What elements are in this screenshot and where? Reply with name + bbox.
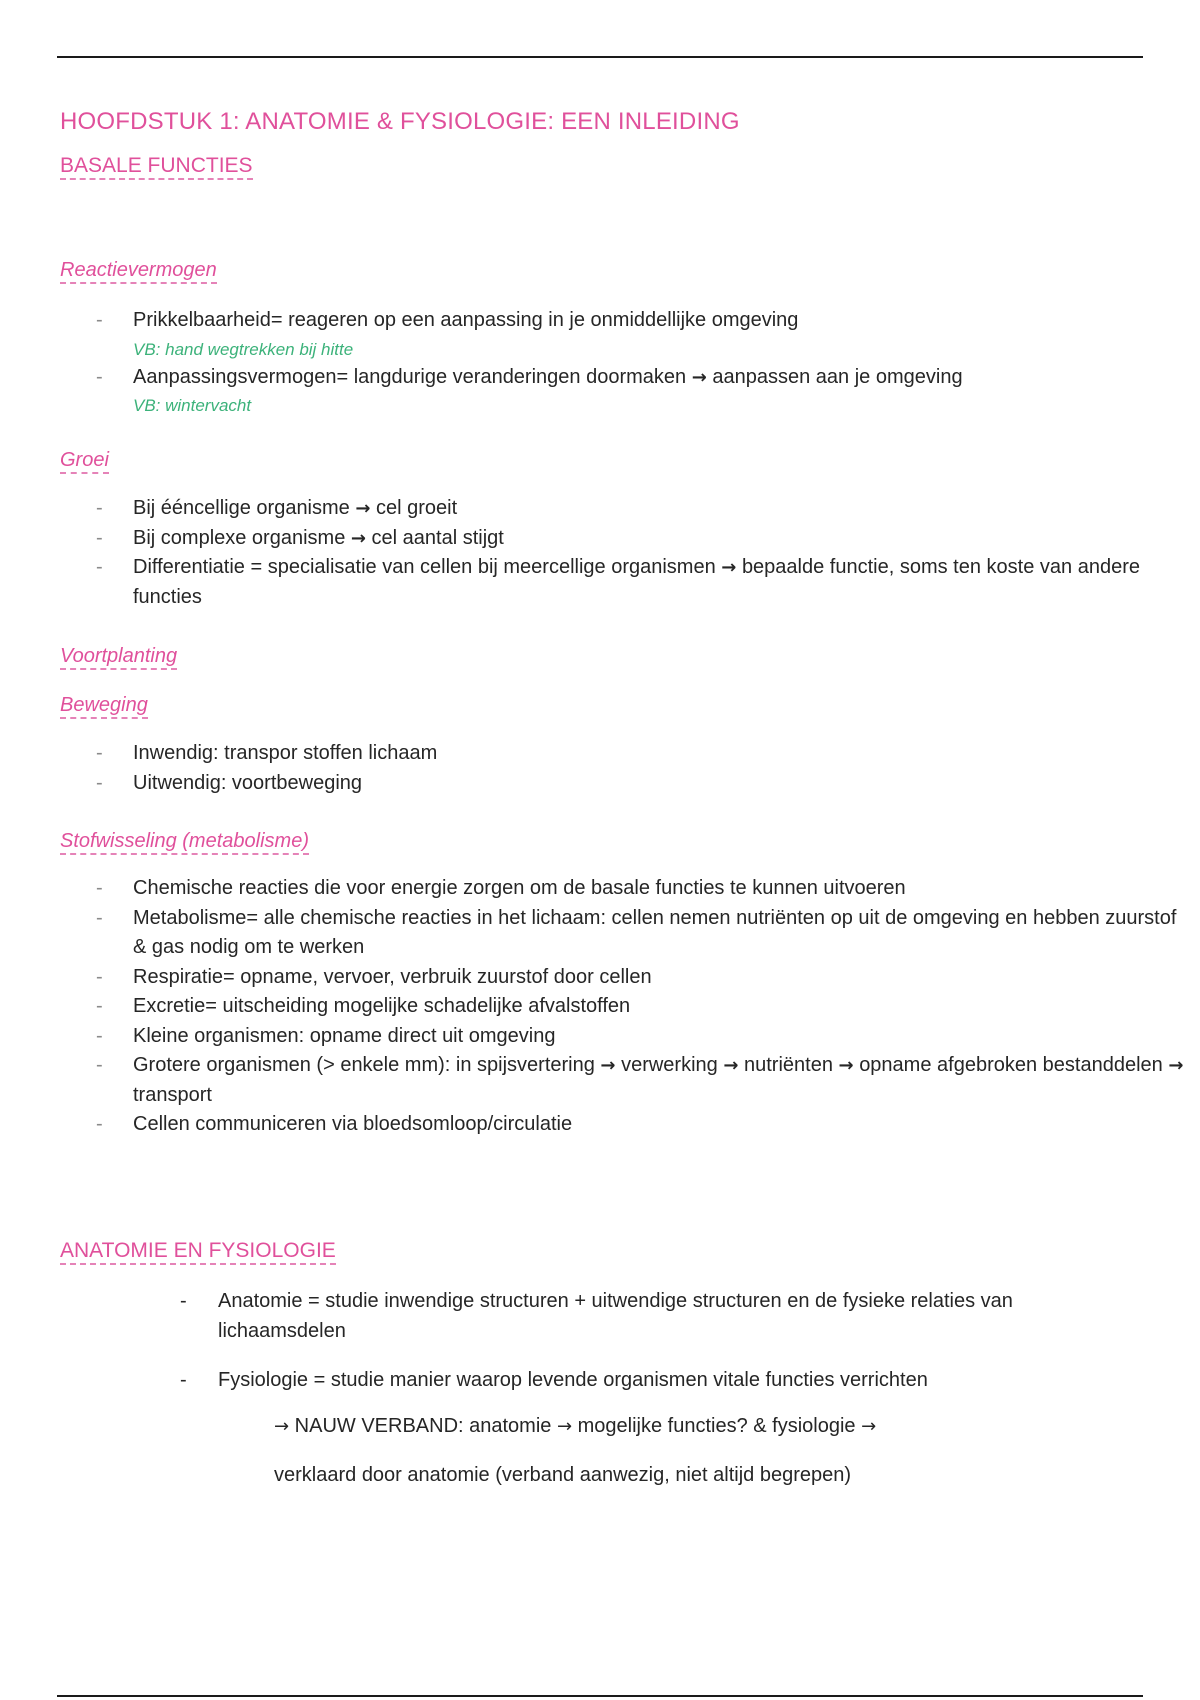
section-title-text: ANATOMIE EN FYSIOLOGIE [60,1239,336,1265]
list-item-text: Respiratie= opname, vervoer, verbruik zuurstof door cellen [133,965,652,988]
list-item-text: Bij complexe organisme [133,526,346,549]
bullet-dash: - [96,965,103,988]
list-item-text: nutriënten [744,1054,833,1076]
subsection-title-text: Groei [60,449,109,474]
beweging-list [96,739,1186,798]
bullet-dash: - [96,995,103,1017]
list-item-text: Kleine organismen: opname direct uit omgeving [133,1024,556,1047]
list-item [96,524,1186,554]
anatomie-fysiologie-list [180,1286,1100,1346]
list-item-text: Anatomie = studie inwendige structuren + uitwendige structuren en de fysieke relaties van lichaamsdelen [218,1290,1013,1342]
bullet-dash: - [96,365,103,388]
bottom-border-line [57,1695,1143,1697]
example-text: VB: wintervacht [133,396,252,415]
list-item [96,494,1186,524]
reactievermogen-list [96,306,1186,419]
groei-list [96,494,1186,612]
subsection-title-stofwisseling [60,830,309,852]
bullet-dash: - [96,906,103,929]
list-item-text: opname afgebroken bestanddelen [859,1054,1163,1076]
list-item-text: Bij ééncellige organisme [133,497,350,519]
bullet-dash: - [96,742,103,764]
list-item-text: Uitwendig: voortbeweging [133,771,363,794]
subsection-title-voortplanting [60,645,177,667]
list-item [96,874,1186,904]
list-item-text: verwerking [621,1054,718,1076]
list-item-text: Metabolisme= alle chemische reacties in het lichaam: cellen nemen nutriënten op uit de omgeving en hebben zuurstof & gas nodig om te werken [133,906,1177,958]
list-item [96,553,1186,612]
verband-text: NAUW VERBAND: anatomie [294,1415,552,1437]
subsection-title-text: Stofwisseling (metabolisme) [60,830,309,855]
verband-line-1 [274,1415,876,1438]
subsection-title-reactievermogen [60,259,217,281]
list-item [96,306,1186,363]
list-item-text-after: cel aantal stijgt [371,526,504,549]
bullet-dash: - [96,556,103,578]
arrow-right-icon: → [838,1055,854,1076]
bullet-dash: - [96,1054,103,1076]
list-item-text: Prikkelbaarheid= reageren op een aanpassing in je onmiddellijke omgeving [133,309,799,331]
arrow-right-icon: → [600,1055,616,1076]
list-item [96,963,1186,993]
anatomie-fysiologie-list [180,1365,1100,1395]
list-item [180,1286,1100,1346]
example-text: VB: hand wegtrekken bij hitte [133,339,354,359]
arrow-right-icon: → [861,1416,877,1437]
list-item [96,992,1186,1022]
subsection-title-text: Beweging [60,694,148,719]
arrow-right-icon: → [350,527,366,549]
list-item-text: Chemische reacties die voor energie zorgen om de basale functies te kunnen uitvoeren [133,877,906,899]
list-item-text: Cellen communiceren via bloedsomloop/circulatie [133,1113,573,1135]
arrow-right-icon: → [721,557,737,578]
chapter-title: HOOFDSTUK 1: ANATOMIE & FYSIOLOGIE: EEN INLEIDING [60,108,740,135]
list-item-text: Differentiatie = specialisatie van cellen bij meercellige organismen [133,556,716,578]
list-item-text: transport [133,1083,212,1106]
arrow-right-icon: → [723,1055,739,1076]
stofwisseling-list [96,874,1186,1140]
subsection-title-groei [60,449,109,471]
bullet-dash: - [180,1369,187,1391]
list-item-text-after: aanpassen aan je omgeving [712,365,963,388]
list-item-text-after: bepaalde functie, soms ten koste van andere functies [133,556,1140,608]
section-title-text: BASALE FUNCTIES [60,154,253,180]
bullet-dash: - [96,309,103,331]
bullet-dash: - [96,877,103,899]
list-item [96,1022,1186,1052]
arrow-right-icon: → [691,366,707,388]
subsection-title-beweging [60,694,148,716]
arrow-right-icon: → [355,498,371,519]
list-item-text: Excretie= uitscheiding mogelijke schadelijke afvalstoffen [133,995,631,1017]
list-item-text: Inwendig: transpor stoffen lichaam [133,742,438,764]
list-item [96,363,1186,420]
section-title-basale-functies [60,155,253,177]
verband-line-2: verklaard door anatomie (verband aanwezig, niet altijd begrepen) [274,1464,852,1486]
list-item-text-after: cel groeit [376,497,458,519]
bullet-dash: - [96,1024,103,1047]
list-item [96,1051,1186,1110]
bullet-dash: - [180,1290,187,1312]
subsection-title-text: Voortplanting [60,645,177,670]
bullet-dash: - [96,497,103,519]
list-item [96,904,1186,963]
arrow-right-icon: → [1168,1055,1184,1076]
bullet-dash: - [96,1113,103,1135]
arrow-right-icon: → [556,1416,573,1437]
list-item [96,769,1186,799]
list-item [180,1365,1100,1395]
list-item-text: Fysiologie = studie manier waarop levende organismen vitale functies verrichten [218,1369,928,1391]
subsection-title-text: Reactievermogen [60,259,217,284]
list-item [96,1110,1186,1140]
section-title-anatomie-fysiologie [60,1240,336,1262]
bullet-dash: - [96,771,103,794]
list-item [96,739,1186,769]
bullet-dash: - [96,526,103,549]
arrow-right-icon: → [274,1416,290,1437]
verband-text: mogelijke functies? & fysiologie [577,1415,856,1437]
list-item-text: Aanpassingsvermogen= langdurige veranderingen doormaken [133,365,687,388]
list-item-text: Grotere organismen (> enkele mm): in spijsvertering [133,1054,595,1076]
